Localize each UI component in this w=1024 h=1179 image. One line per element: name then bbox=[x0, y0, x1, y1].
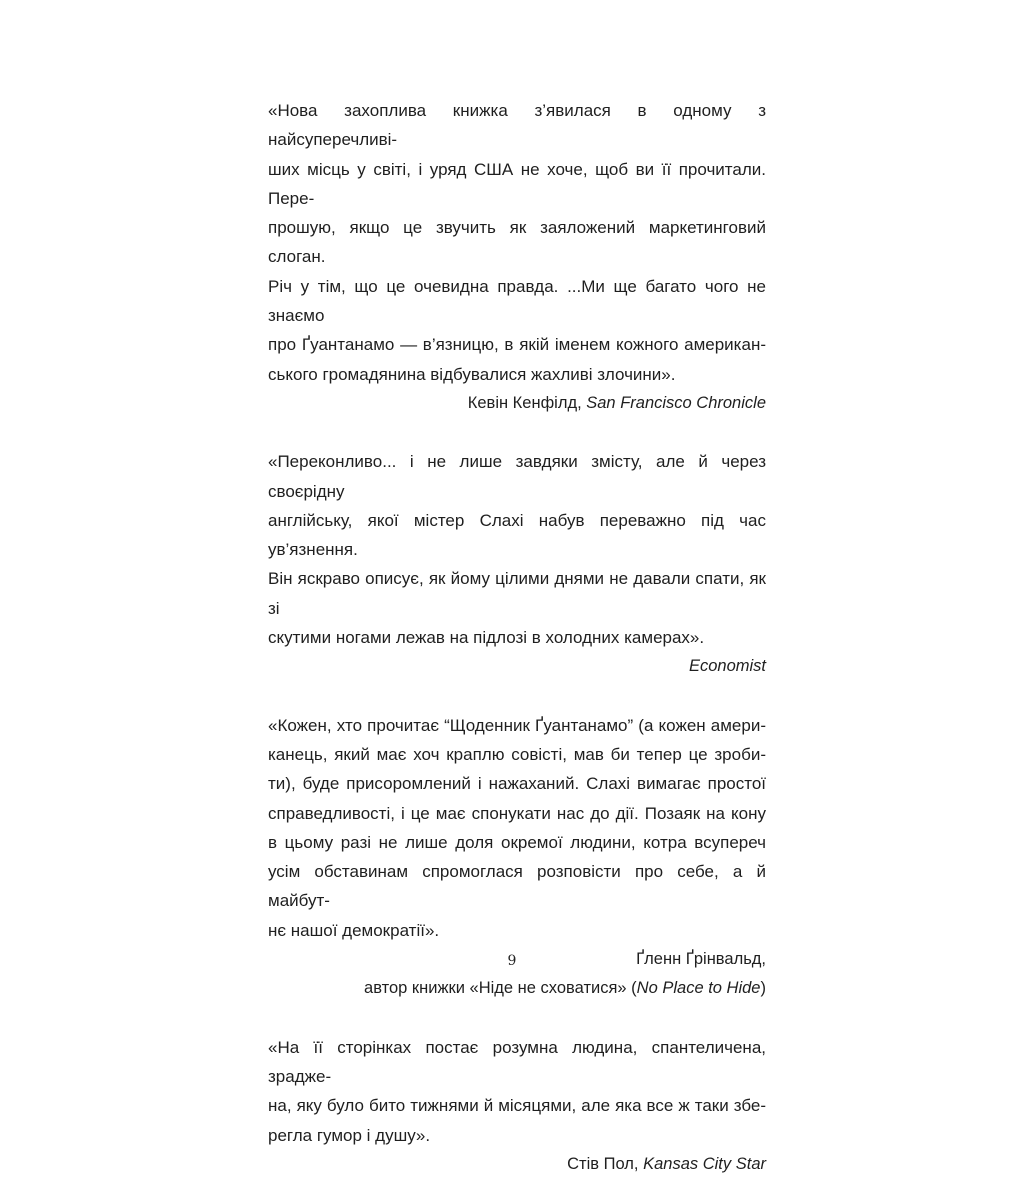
quote-line: справедливості, і це має спонукати нас до дії. Позаяк на кону bbox=[268, 803, 766, 823]
quote-line: ти), буде присоромлений і нажаханий. Слахі вимагає простої bbox=[268, 774, 766, 794]
quote-line: «Кожен, хто прочитає “Щоденник Ґуантанамо” (а кожен амери- bbox=[268, 715, 766, 735]
quote-line: англійську, якої містер Слахі набув переважно під час ув’язнення. bbox=[268, 510, 766, 560]
quote-attribution bbox=[268, 389, 766, 418]
quote-line: канець, який має хоч краплю совісті, мав би тепер це зроби- bbox=[268, 744, 766, 764]
attribution-book-suffix: ) bbox=[760, 979, 766, 998]
quote-line: усім обставинам спромоглася розповісти про себе, а й майбут- bbox=[268, 862, 766, 911]
quote-line: «На її сторінках постає розумна людина, спантеличена, зрадже- bbox=[268, 1037, 766, 1086]
quote-text bbox=[268, 447, 766, 652]
quote-2 bbox=[268, 447, 766, 681]
quote-line: нє нашої демократії». bbox=[268, 920, 440, 940]
attribution-book-prefix: автор книжки «Ніде не сховатися» ( bbox=[364, 979, 637, 998]
quote-line: ського громадянина відбувалися жахливі злочини». bbox=[268, 364, 676, 384]
quote-line: «Нова захоплива книжка з’явилася в одному з найсуперечливі- bbox=[268, 101, 766, 150]
attribution-author: Кевін Кенфілд, bbox=[467, 393, 587, 412]
quote-text bbox=[268, 96, 766, 389]
quote-line: скутими ногами лежав на підлозі в холодних камерах». bbox=[268, 628, 705, 648]
attribution-source: San Francisco Chronicle bbox=[586, 393, 766, 412]
quote-text bbox=[268, 1033, 766, 1150]
quote-line: про Ґуантанамо — в’язницю, в якій іменем кожного американ- bbox=[268, 335, 766, 355]
attribution-author: Стів Пол, bbox=[567, 1154, 644, 1173]
attribution-source: Kansas City Star bbox=[643, 1154, 766, 1173]
quote-4 bbox=[268, 1033, 766, 1179]
quote-line: на, яку було бито тижнями й місяцями, але яка все ж таки збе- bbox=[268, 1096, 766, 1116]
quote-line: в цьому разі не лише доля окремої людини, котра всупереч bbox=[268, 832, 766, 852]
quote-line: Річ у тім, що це очевидна правда. ...Ми ще багато чого не знаємо bbox=[268, 276, 766, 326]
quote-line: «Переконливо... і не лише завдяки змісту, але й через своєрідну bbox=[268, 452, 766, 501]
quote-line: регла гумор і душу». bbox=[268, 1125, 431, 1145]
attribution-source: Economist bbox=[688, 657, 766, 676]
page-number: 9 bbox=[507, 953, 517, 969]
quote-attribution-line2 bbox=[268, 974, 766, 1003]
quote-text bbox=[268, 711, 766, 945]
attribution-author: Ґленн Ґрінвальд, bbox=[636, 950, 766, 969]
quote-1 bbox=[268, 96, 766, 418]
quote-attribution bbox=[268, 1150, 766, 1179]
attribution-book-title: No Place to Hide bbox=[636, 979, 761, 998]
quote-line: Він яскраво описує, як йому цілими днями не давали спати, як зі bbox=[268, 569, 766, 618]
page-content bbox=[268, 96, 766, 1179]
quote-line: прошую, якщо це звучить як заяложений маркетинговий слоган. bbox=[268, 218, 766, 267]
quote-line: ших місць у світі, і уряд США не хоче, щоб ви її прочитали. Пере- bbox=[268, 159, 766, 208]
quote-attribution bbox=[268, 652, 766, 681]
